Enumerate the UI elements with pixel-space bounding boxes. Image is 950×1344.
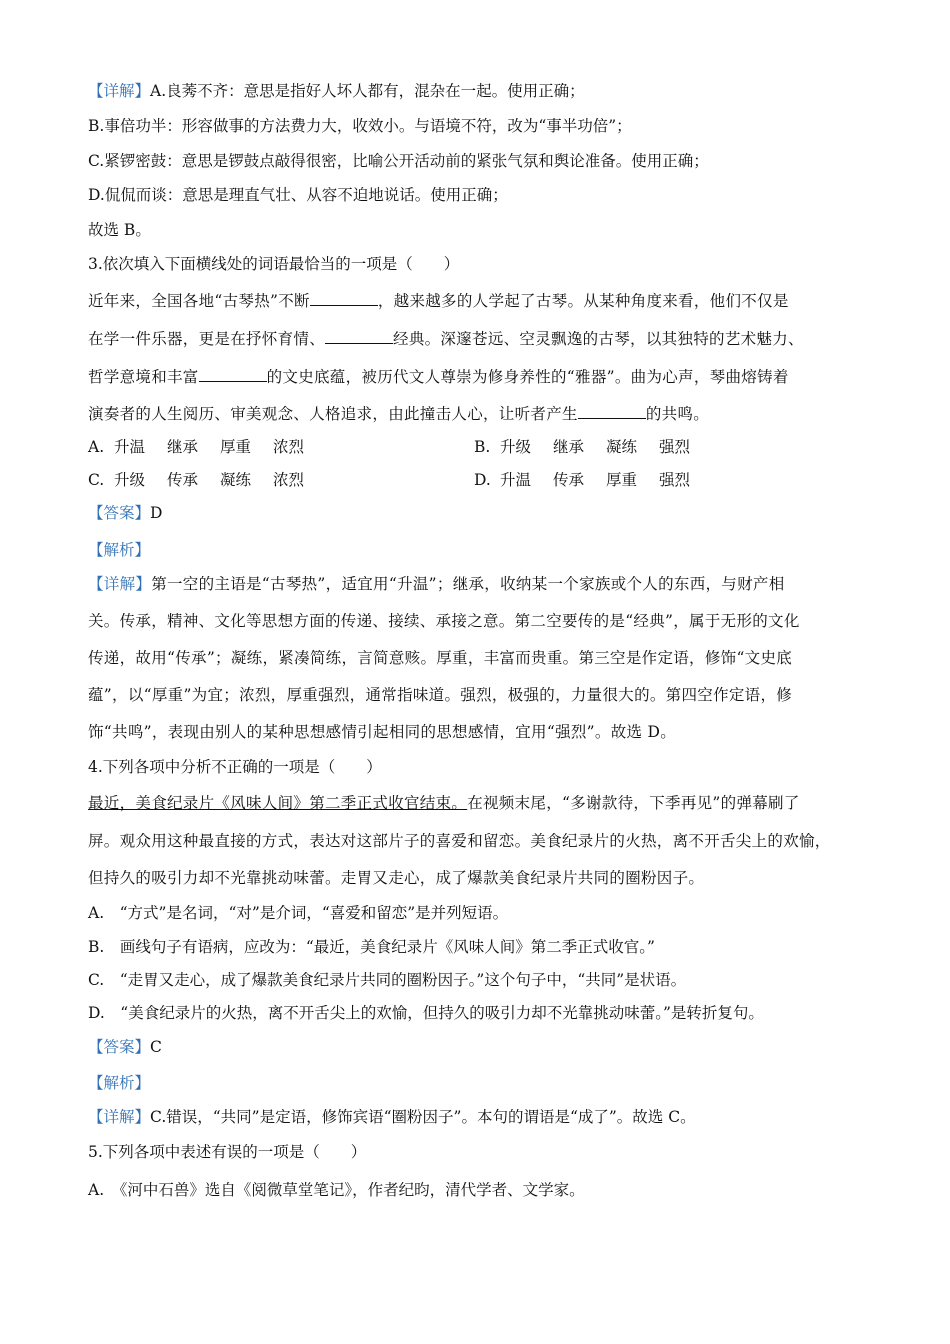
detail-tag: 【详解】 (88, 82, 151, 100)
underlined-sentence: 最近，美食纪录片《风味人间》第二季正式收官结束。 (88, 794, 468, 812)
q4-stem: 4.下列各项中分析不正确的一项是（ ） (88, 758, 382, 776)
answer-tag: 【答案】 (88, 1038, 151, 1056)
q3-detail-line-2: 关。传承，精神、文化等思想方面的传递、接续、承接之意。第二空要传的是“经典”，属于无形的文化 (88, 612, 800, 630)
q3-option-d: D. 升温 传承 厚重 强烈 (474, 471, 691, 489)
answer-tag: 【答案】 (88, 504, 151, 522)
q3-stem: 3.依次填入下面横线处的词语最恰当的一项是（ ） (88, 255, 460, 273)
detail-tag: 【详解】 (88, 1108, 151, 1126)
fill-blank (310, 291, 378, 306)
q3-option-b: B. 升级 继承 凝练 强烈 (474, 438, 691, 456)
detail-tag: 【详解】 (88, 575, 152, 593)
q3-detail-line-5: 饰“共鸣”，表现由别人的某种思想感情引起相同的思想感情，宜用“强烈”。故选 D。 (88, 723, 677, 741)
q3-option-c: C. 升级 传承 凝练 浓烈 (88, 471, 305, 489)
q4-passage-line-1: 最近，美食纪录片《风味人间》第二季正式收官结束。在视频末尾，“多谢款待，下季再见”的弹幕刷了 (88, 794, 800, 812)
analysis-tag: 【解析】 (88, 1074, 151, 1092)
q4-answer: 【答案】C (88, 1038, 162, 1056)
q3-detail-line-4: 蕴”，以“厚重”为宜；浓烈，厚重强烈，通常指味道。强烈，极强的，力量很大的。第四空作定语，修 (88, 686, 793, 704)
q4-passage-line-3: 但持久的吸引力却不光靠挑动味蕾。走胃又走心，成了爆款美食纪录片共同的圈粉因子。 (88, 869, 705, 887)
q2-detail-b: B.事倍功半：形容做事的方法费力大，收效小。与语境不符，改为“事半功倍”； (88, 117, 632, 135)
q5-stem: 5.下列各项中表述有误的一项是（ ） (88, 1143, 367, 1161)
q3-passage-line-1: 近年来，全国各地“古琴热”不断 ，越来越多的人学起了古琴。从某种角度来看，他们不仅是 (88, 292, 789, 310)
q3-passage-line-2: 在学一件乐器，更是在抒怀育情、 经典。深邃苍远、空灵飘逸的古琴，以其独特的艺术魅力、 (88, 330, 804, 348)
q3-passage-line-4: 演奏者的人生阅历、审美观念、人格追求，由此撞击人心，让听者产生 的共鸣。 (88, 405, 710, 423)
q5-option-a: A. 《河中石兽》选自《阅微草堂笔记》，作者纪昀，清代学者、文学家。 (88, 1181, 585, 1199)
q2-detail-d: D.侃侃而谈：意思是理直气壮、从容不迫地说话。使用正确； (88, 186, 508, 204)
q2-detail-c: C.紧锣密鼓：意思是锣鼓点敲得很密，比喻公开活动前的紧张气氛和舆论准备。使用正确； (88, 152, 709, 170)
q3-option-a: A. 升温 继承 厚重 浓烈 (88, 438, 305, 456)
q4-option-c: C. “走胃又走心，成了爆款美食纪录片共同的圈粉因子。”这个句子中，“共同”是状语。 (88, 971, 687, 989)
q4-option-b: B. 画线句子有语病，应改为：“最近，美食纪录片《风味人间》第二季正式收官。” (88, 938, 655, 956)
q4-passage-line-2: 屏。观众用这种最直接的方式，表达对这部片子的喜爱和留恋。美食纪录片的火热，离不开舌尖上的欢愉， (88, 832, 831, 850)
fill-blank (199, 367, 267, 382)
analysis-tag: 【解析】 (88, 541, 151, 559)
q3-detail-line-1: 【详解】第一空的主语是“古琴热”，适宜用“升温”；继承，收纳某一个家族或个人的东西，与财产相 (88, 575, 785, 593)
q2-conclusion: 故选 B。 (88, 221, 151, 239)
q4-detail: 【详解】C.错误，“共同”是定语，修饰宾语“圈粉因子”。本句的谓语是“成了”。故选 C。 (88, 1108, 696, 1126)
q3-answer: 【答案】D (88, 504, 163, 522)
q3-passage-line-3: 哲学意境和丰富 的文史底蕴，被历代文人尊崇为修身养性的“雅器”。曲为心声，琴曲熔铸着 (88, 368, 789, 386)
q4-option-a: A. “方式”是名词，“对”是介词，“喜爱和留恋”是并列短语。 (88, 904, 509, 922)
q3-analysis-heading (88, 539, 150, 561)
q4-analysis-heading (88, 1072, 150, 1094)
fill-blank (578, 404, 646, 419)
q4-option-d: D. “美食纪录片的火热，离不开舌尖上的欢愉，但持久的吸引力却不光靠挑动味蕾。”是转折复句。 (88, 1004, 764, 1022)
q2-detail-a: 【详解】A.良莠不齐：意思是指好人坏人都有，混杂在一起。使用正确； (88, 82, 585, 100)
q3-detail-line-3: 传递，故用“传承”；凝练，紧凑简练，言简意赅。厚重，丰富而贵重。第三空是作定语，修饰“文史底 (88, 649, 793, 667)
fill-blank (325, 329, 393, 344)
